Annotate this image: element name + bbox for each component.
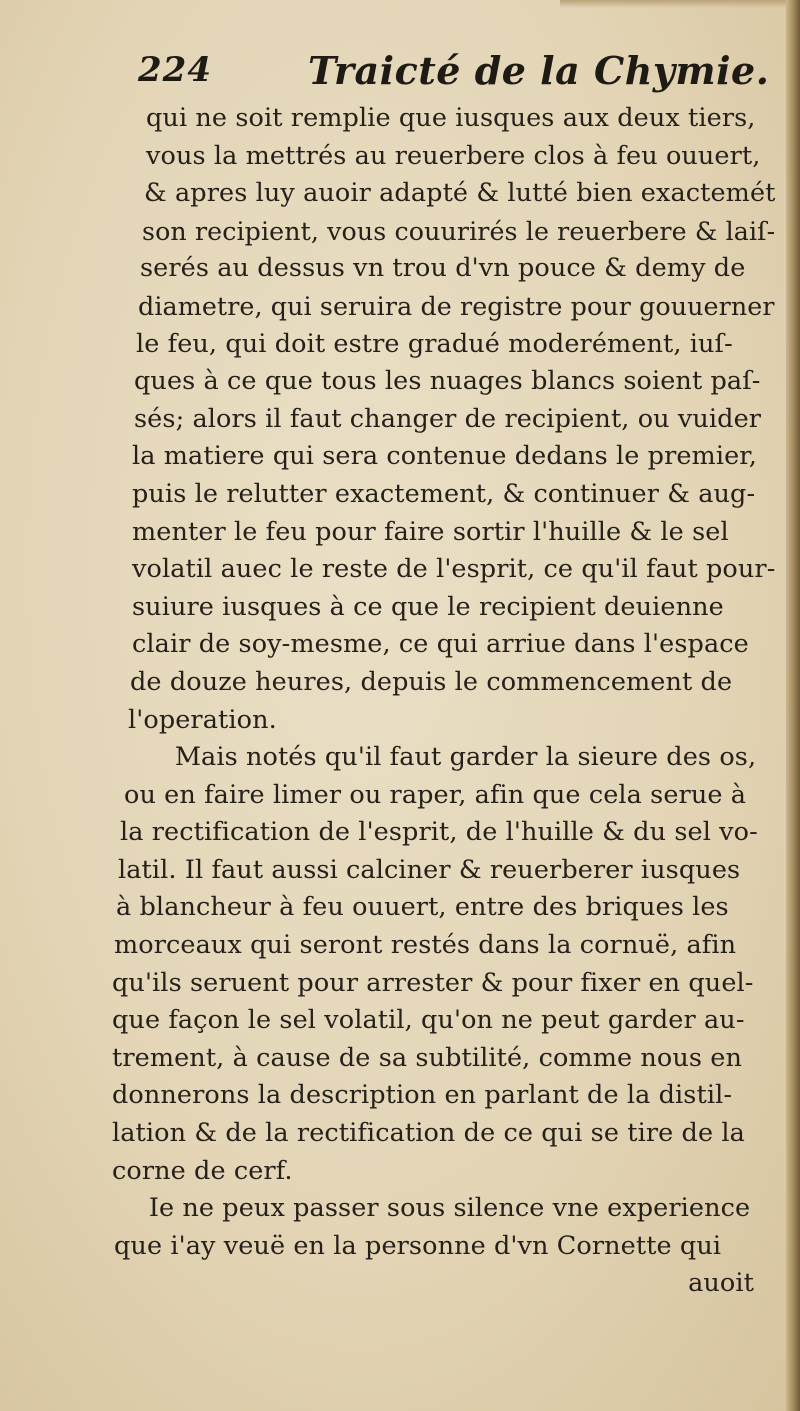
- catchword: auoit: [688, 1268, 754, 1299]
- text-line: diametre, qui seruira de registre pour gouuerner: [138, 290, 775, 321]
- page-number: 224: [138, 50, 212, 90]
- text-line: son recipient, vous couurirés le reuerbere & laiſ-: [142, 216, 776, 246]
- text-line: à blancheur à feu ouuert, entre des briques les: [116, 892, 729, 923]
- text-line: & apres luy auoir adapté & lutté bien exactemét: [144, 178, 776, 209]
- text-line: ques à ce que tous les nuages blancs soient paſ-: [134, 366, 761, 397]
- text-line: ou en faire limer ou raper, afin que cela serue à: [124, 779, 747, 810]
- page-edge-binding: [786, 0, 800, 1411]
- text-line: sés; alors il faut changer de recipient, ou vuider: [134, 403, 762, 434]
- text-line: Ie ne peux passer sous silence vne experience: [116, 1193, 751, 1224]
- text-line: clair de soy-mesme, ce qui arriue dans l'espace: [132, 629, 749, 660]
- text-line: qui ne soit remplie que iusques aux deux tiers,: [146, 103, 756, 133]
- text-line: la matiere qui sera contenue dedans le premier,: [132, 441, 757, 472]
- running-title: Traicté de la Chymie.: [308, 48, 770, 93]
- text-line: corne de cerf.: [112, 1155, 293, 1186]
- text-line: serés au dessus vn trou d'vn pouce & demy de: [140, 253, 746, 284]
- text-line: donnerons la description en parlant de la distil-: [112, 1080, 733, 1111]
- text-line: menter le feu pour faire sortir l'huille & le sel: [132, 516, 729, 547]
- page-header: [138, 44, 778, 104]
- text-line: de douze heures, depuis le commencement de: [130, 666, 733, 697]
- text-line: latil. Il faut aussi calciner & reuerberer iusques: [118, 854, 741, 885]
- text-line: qu'ils seruent pour arrester & pour fixer en quel-: [112, 967, 754, 998]
- text-line: vous la mettrés au reuerbere clos à feu ouuert,: [146, 140, 761, 171]
- text-line: que façon le sel volatil, qu'on ne peut garder au-: [112, 1005, 745, 1036]
- text-line: le feu, qui doit estre gradué moderément, iuſ-: [136, 328, 733, 359]
- text-line: la rectification de l'esprit, de l'huille & du sel vo-: [120, 817, 758, 848]
- body-text: [112, 100, 776, 1303]
- text-line: l'operation.: [128, 704, 277, 735]
- text-line: Mais notés qu'il faut garder la sieure des os,: [142, 742, 757, 773]
- text-line: trement, à cause de sa subtilité, comme nous en: [112, 1042, 742, 1073]
- text-line: morceaux qui seront restés dans la cornuë, afin: [114, 930, 737, 961]
- text-line: puis le relutter exactement, & continuer & aug-: [132, 478, 756, 509]
- text-line: lation & de la rectification de ce qui se tire de la: [112, 1118, 745, 1149]
- page-shadow-top: [560, 0, 800, 8]
- text-line: que i'ay veuë en la personne d'vn Cornette qui: [114, 1230, 722, 1261]
- text-line: suiure iusques à ce que le recipient deuienne: [132, 591, 724, 622]
- text-line: volatil auec le reste de l'esprit, ce qu'il faut pour-: [132, 554, 776, 585]
